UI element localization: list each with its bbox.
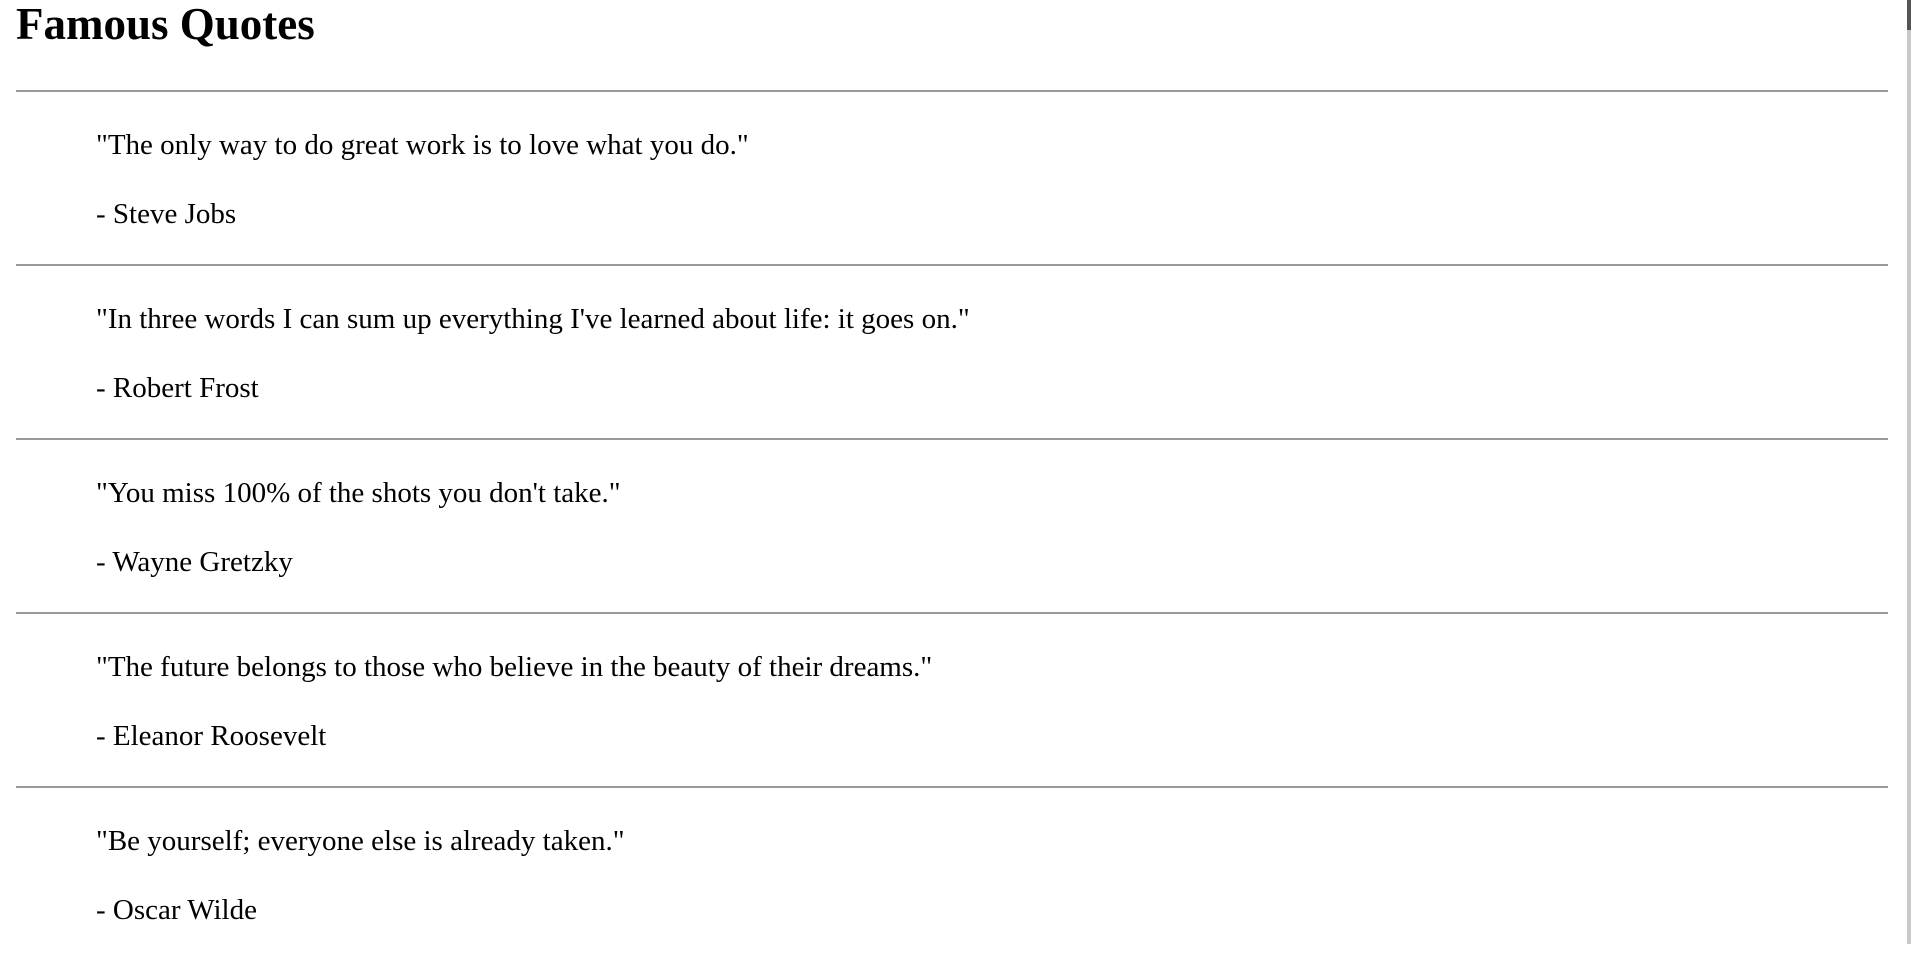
quote-author: - Eleanor Roosevelt bbox=[96, 720, 327, 752]
quote-author: - Steve Jobs bbox=[96, 198, 237, 230]
page-content bbox=[16, 0, 1888, 960]
quote-author: - Oscar Wilde bbox=[96, 894, 257, 926]
quote-text: "You miss 100% of the shots you don't take." bbox=[96, 477, 621, 509]
quote-text: "The future belongs to those who believe in the beauty of their dreams." bbox=[96, 651, 933, 683]
quote-author: - Robert Frost bbox=[96, 372, 259, 404]
quote-text: "Be yourself; everyone else is already taken." bbox=[96, 825, 625, 857]
quote-block bbox=[16, 266, 1888, 438]
quote-block bbox=[16, 92, 1888, 264]
vertical-scrollbar[interactable] bbox=[1907, 0, 1911, 944]
scrollbar-thumb[interactable] bbox=[1907, 0, 1911, 30]
quote-text: "The only way to do great work is to love what you do." bbox=[96, 129, 749, 161]
quote-author: - Wayne Gretzky bbox=[96, 546, 293, 578]
quote-block bbox=[16, 788, 1888, 960]
page-title: Famous Quotes bbox=[16, 0, 315, 49]
quote-text: "In three words I can sum up everything I've learned about life: it goes on." bbox=[96, 303, 970, 335]
quote-block bbox=[16, 440, 1888, 612]
quote-block bbox=[16, 614, 1888, 786]
